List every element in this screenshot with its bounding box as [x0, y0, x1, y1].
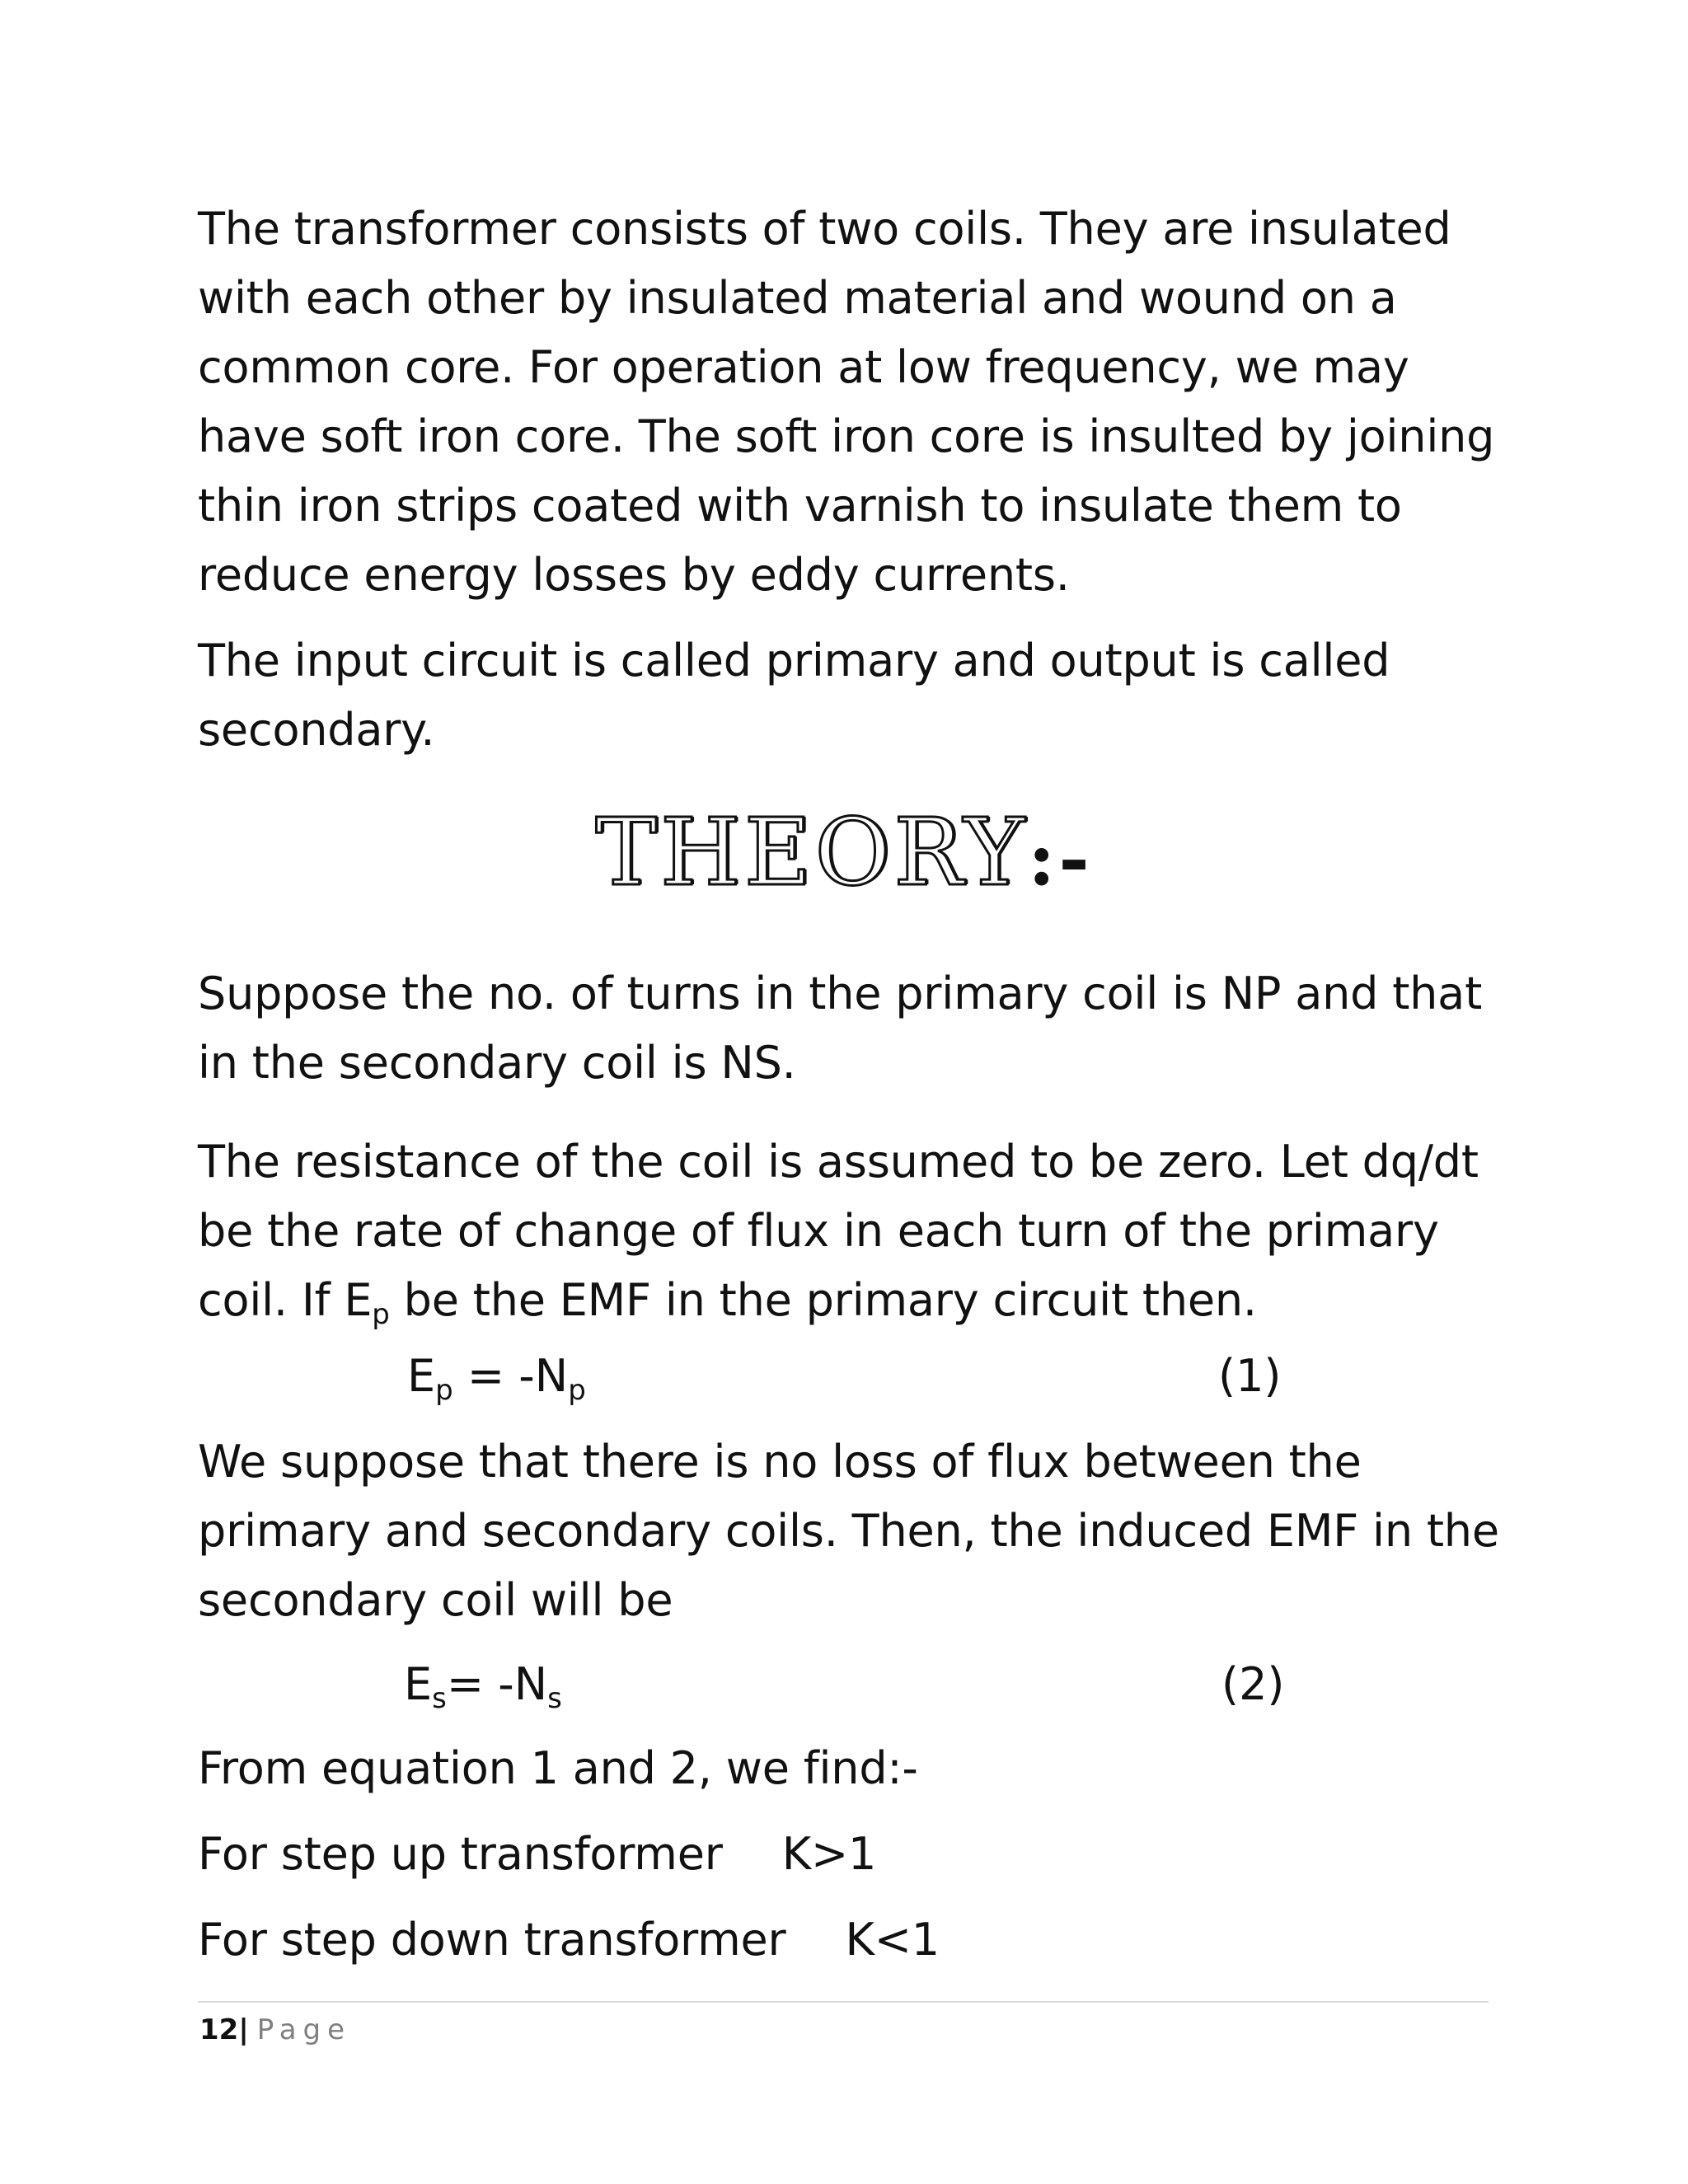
step-down-line	[198, 1905, 1517, 1975]
equation-1-number: (1)	[1218, 1350, 1282, 1402]
paragraph-resistance-end: be the EMF in the primary circuit then.	[403, 1274, 1257, 1326]
equation-2: $E_s= -N_s$	[404, 1658, 562, 1715]
equation-2-number: (2)	[1221, 1658, 1285, 1710]
equation-1: $E_p = -N_p$	[407, 1350, 586, 1407]
paragraph-no-flux-loss: We suppose that there is no loss of flux between the primary and secondary coils. Then, the induced EMF in the secondary coil will be	[198, 1436, 1499, 1626]
section-heading-theory	[0, 799, 1688, 912]
paragraph-resistance-main: The resistance of the coil is assumed to be zero. Let dq/dt be the rate of change of flux in each turn of the primary coil. If E	[198, 1136, 1479, 1326]
page-footer	[199, 2009, 351, 2050]
step-up-label: For step up transformer	[198, 1828, 723, 1880]
paragraph-from-equations: From equation 1 and 2, we find:-	[198, 1742, 918, 1794]
footer-separator: |	[238, 2013, 249, 2046]
footer-page-label: Page	[256, 2013, 352, 2046]
heading-word: THEORY	[595, 799, 1029, 907]
step-down-label: For step down transformer	[198, 1914, 786, 1966]
page-number: 12	[199, 2013, 239, 2046]
step-up-value: K>1	[781, 1828, 877, 1880]
paragraph-transformer-description: The transformer consists of two coils. They are insulated with each other by insulated material and wound on a common core. For operation at low frequency, we may have soft iron core. The soft iron core is insulted by joining thin iron strips coated with varnish to insulate them to reduce energy losses by eddy currents.	[198, 203, 1495, 601]
heading-suffix: :-	[1028, 815, 1093, 902]
paragraph-resistance	[198, 1127, 1517, 1335]
step-down-value: K<1	[845, 1914, 940, 1966]
subscript-p: p	[372, 1298, 390, 1331]
footer-divider	[198, 2001, 1489, 2003]
step-up-line	[198, 1820, 1517, 1889]
paragraph-turns: Suppose the no. of turns in the primary coil is NP and that in the secondary coil is NS.	[198, 968, 1483, 1089]
paragraph-primary-secondary: The input circuit is called primary and output is called secondary.	[198, 635, 1390, 756]
